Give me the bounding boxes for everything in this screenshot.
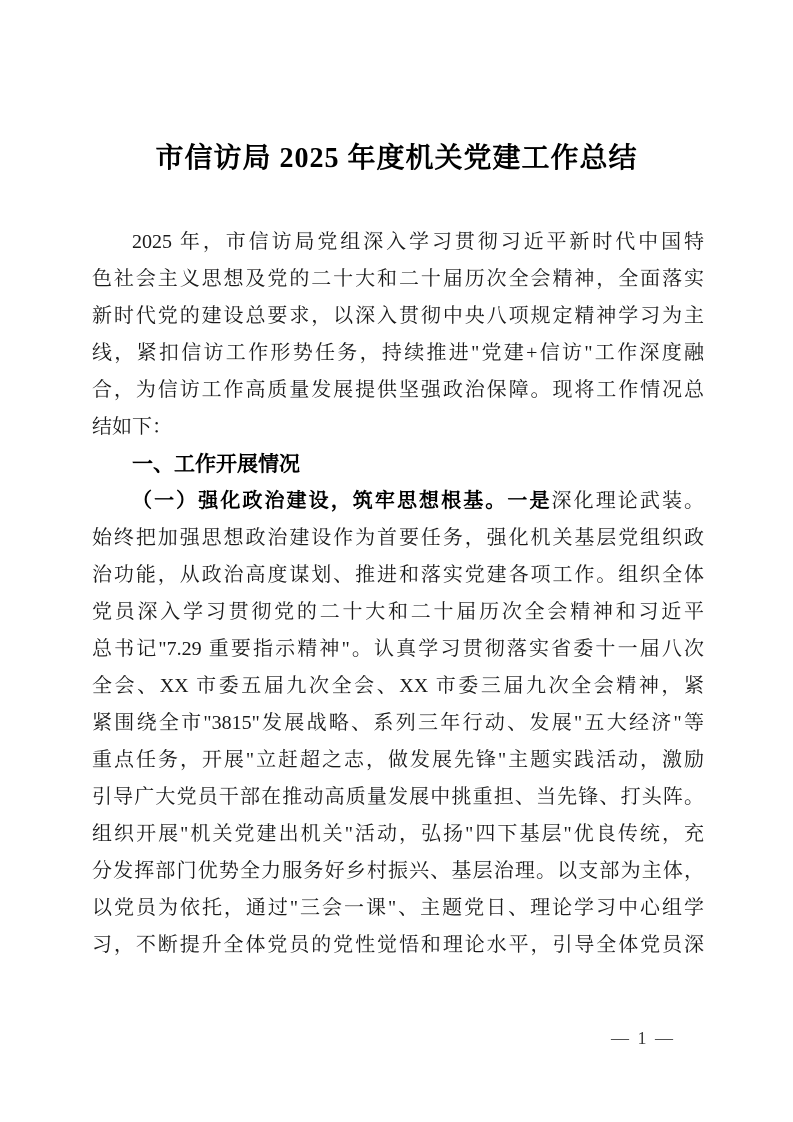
text-line: 合，为信访工作高质量发展提供坚强政治保障。现将工作情况总 xyxy=(92,379,704,401)
text-line: 分发挥部门优势全力服务好乡村振兴、基层治理。以支部为主体， xyxy=(92,860,704,882)
subsection-paragraph xyxy=(92,483,704,964)
intro-paragraph xyxy=(92,224,704,446)
text-line: 治功能，从政治高度谋划、推进和落实党建各项工作。组织全体 xyxy=(92,564,704,586)
subsection-title: （一）强化政治建设，筑牢思想根基。 xyxy=(132,490,508,512)
section-heading: 一、工作开展情况 xyxy=(132,453,300,476)
text-line: 全会、XX 市委五届九次全会、XX 市委三届九次全会精神，紧 xyxy=(92,675,704,697)
text-line: 重点任务，开展"立赶超之志，做发展先锋"主题实践活动，激励 xyxy=(92,749,704,771)
text-line: 总书记"7.29 重要指示精神"。认真学习贯彻落实省委十一届八次 xyxy=(92,638,704,660)
text-line: 党员深入学习贯彻党的二十大和二十届历次全会精神和习近平 xyxy=(92,601,704,623)
text-line: 引导广大党员干部在推动高质量发展中挑重担、当先锋、打头阵。 xyxy=(92,786,704,808)
text-line: 组织开展"机关党建出机关"活动，弘扬"四下基层"优良传统，充 xyxy=(92,823,704,845)
text-line: 紧围绕全市"3815"发展战略、系列三年行动、发展"五大经济"等 xyxy=(92,712,704,734)
page-number: — 1 — xyxy=(611,1028,675,1048)
text-line: 以党员为依托，通过"三会一课"、主题党日、理论学习中心组学 xyxy=(92,897,704,919)
text-line: 色社会主义思想及党的二十大和二十届历次全会精神，全面落实 xyxy=(92,268,704,290)
text-line: 线，紧扣信访工作形势任务，持续推进"党建+信访"工作深度融 xyxy=(92,342,704,364)
document-title: 市信访局 2025 年度机关党建工作总结 xyxy=(155,143,638,174)
document-body xyxy=(92,224,704,964)
point-text: 深化理论武装。 xyxy=(551,490,705,512)
subsection-lead-line xyxy=(92,483,704,520)
text-line: 2025 年，市信访局党组深入学习贯彻习近平新时代中国特 xyxy=(132,231,704,253)
text-line: 结如下： xyxy=(92,416,172,438)
text-line: 始终把加强思想政治建设作为首要任务，强化机关基层党组织政 xyxy=(92,527,704,549)
point-marker: 一是 xyxy=(507,490,552,512)
text-line: 习，不断提升全体党员的党性觉悟和理论水平，引导全体党员深 xyxy=(92,934,704,956)
text-line: 新时代党的建设总要求，以深入贯彻中央八项规定精神学习为主 xyxy=(92,305,704,327)
